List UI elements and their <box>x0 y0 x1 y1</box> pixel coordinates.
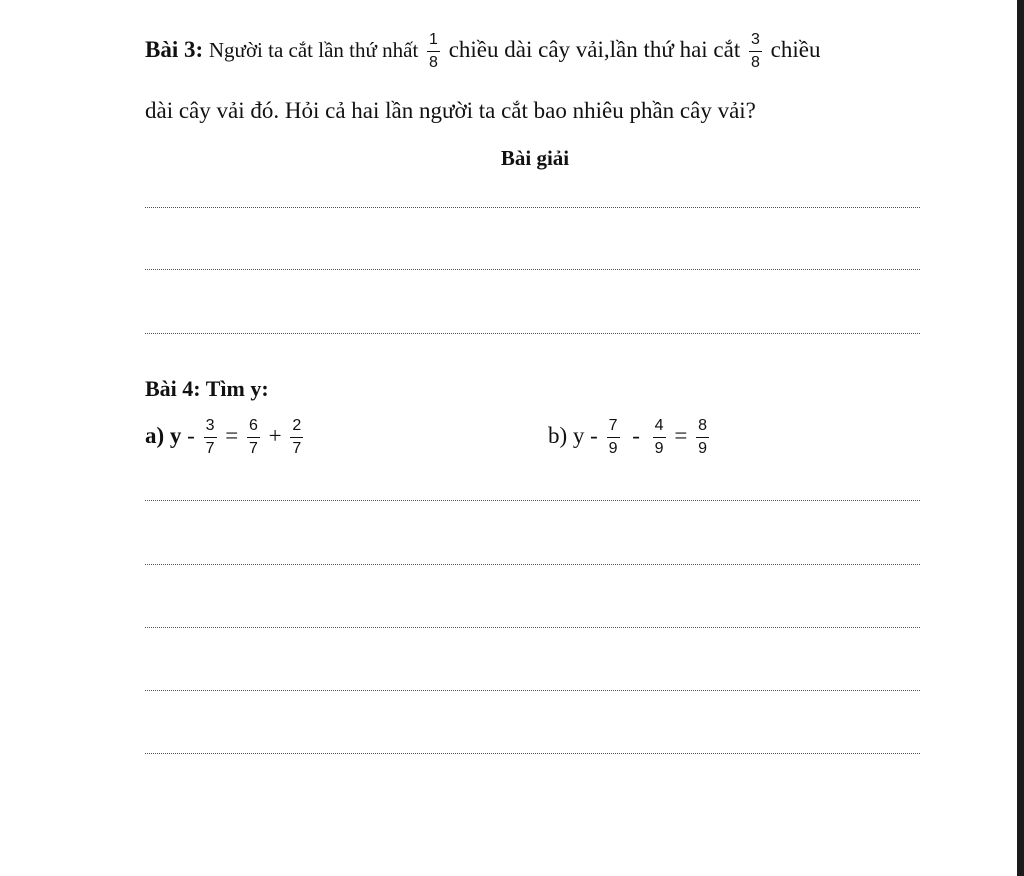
variable-y: y <box>572 422 585 448</box>
fraction <box>696 418 709 457</box>
bai4-b-label: b) <box>548 422 568 448</box>
right-edge-border <box>1017 0 1024 876</box>
answer-dotted-line <box>145 269 920 270</box>
operator: - <box>632 422 640 448</box>
answer-dotted-line <box>145 627 920 628</box>
fraction-numerator: 3 <box>204 418 217 438</box>
answer-dotted-line <box>145 564 920 565</box>
bai3-label: Bài 3: <box>145 36 204 62</box>
bai4-label: Bài 4: Tìm y: <box>145 376 269 401</box>
fraction <box>204 418 217 457</box>
fraction-denominator: 9 <box>654 440 664 457</box>
fraction-numerator: 1 <box>427 32 440 52</box>
fraction-denominator: 7 <box>292 440 302 457</box>
operator: - <box>187 422 195 448</box>
bai3-fraction-2 <box>749 32 762 71</box>
fraction <box>247 418 260 457</box>
bai3-text2: chiều dài cây vải,lần thứ hai cắt <box>448 36 741 62</box>
operator: - <box>590 422 598 448</box>
solution-heading: Bài giải <box>500 146 570 170</box>
answer-dotted-line <box>145 333 920 334</box>
fraction-numerator: 7 <box>607 418 620 438</box>
equals-sign: = <box>674 422 688 448</box>
fraction <box>290 418 303 457</box>
answer-dotted-line <box>145 500 920 501</box>
fraction-denominator: 8 <box>751 54 760 71</box>
bai4-a-label: a) <box>145 422 165 448</box>
fraction <box>607 418 620 457</box>
bai4-b-equation <box>548 418 712 457</box>
answer-dotted-line <box>145 207 920 208</box>
fraction-numerator: 2 <box>290 418 303 438</box>
fraction-denominator: 8 <box>429 54 438 71</box>
variable-y: y <box>169 422 182 448</box>
fraction-denominator: 9 <box>698 440 707 457</box>
fraction-denominator: 7 <box>205 440 215 457</box>
bai3-line1 <box>145 32 820 71</box>
answer-dotted-line <box>145 753 920 754</box>
bai3-text3: chiều <box>770 36 821 62</box>
fraction-numerator: 3 <box>749 32 762 52</box>
answer-dotted-line <box>145 690 920 691</box>
fraction-denominator: 7 <box>248 440 258 457</box>
equals-sign: = <box>225 422 239 448</box>
fraction-numerator: 6 <box>247 418 260 438</box>
fraction-numerator: 8 <box>696 418 709 438</box>
bai3-fraction-1 <box>427 32 440 71</box>
fraction-numerator: 4 <box>653 418 666 438</box>
operator: + <box>268 422 282 448</box>
bai3-line2: dài cây vải đó. Hỏi cả hai lần người ta cắt bao nhiêu phần cây vải? <box>145 98 756 123</box>
bai3-text1: Người ta cắt lần thứ nhất <box>208 37 419 62</box>
bai4-a-equation <box>145 418 306 457</box>
fraction-denominator: 9 <box>608 440 618 457</box>
fraction <box>653 418 666 457</box>
